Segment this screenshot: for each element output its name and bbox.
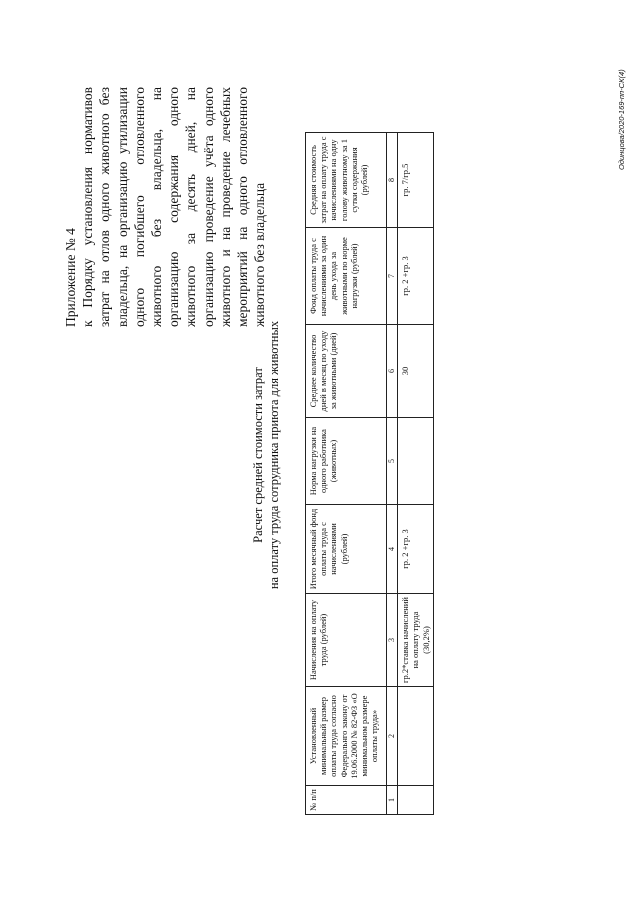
cost-table bbox=[305, 132, 434, 815]
heading-line-2: на оплату труда сотрудника приюта для животных bbox=[267, 320, 281, 590]
header-row bbox=[306, 133, 387, 815]
column-number: 3 bbox=[387, 594, 398, 687]
column-number: 4 bbox=[387, 505, 398, 594]
appendix-title: Приложение № 4 bbox=[63, 228, 78, 327]
data-cell: гр. 2 +гр. 3 bbox=[398, 228, 434, 325]
data-cell: гр.2*ставка начислений на оплату труда (30,2%) bbox=[398, 594, 434, 687]
data-cell: гр. 7/гр.5 bbox=[398, 133, 434, 228]
header-cell: Среднее количество дней в месяц по уходу за животными (дней) bbox=[306, 325, 387, 418]
column-number-row bbox=[387, 133, 398, 815]
header-cell: Средняя стоимость затрат на оплату труда с начислениями на одну голову животному за 1 сутки содержания (рублей) bbox=[306, 133, 387, 228]
data-row bbox=[398, 133, 434, 815]
column-number: 6 bbox=[387, 325, 398, 418]
header-cell: Фонд оплаты труда с начислениями за один день ухода за животными по норме нагрузки (рублей) bbox=[306, 228, 387, 325]
column-number: 7 bbox=[387, 228, 398, 325]
data-cell bbox=[398, 418, 434, 505]
header-cell: Установленный минимальный размер оплаты труда согласно Федеральнго закону от 19.06.2000 № 82-ФЗ «О минимальном размере оплаты труда» bbox=[306, 687, 387, 786]
data-cell: 30 bbox=[398, 325, 434, 418]
data-cell bbox=[398, 786, 434, 815]
column-number: 2 bbox=[387, 687, 398, 786]
header-cell: Норма нагрузки на одного работника (животных) bbox=[306, 418, 387, 505]
column-number: 1 bbox=[387, 786, 398, 815]
data-cell: гр. 2 +гр. 3 bbox=[398, 505, 434, 594]
document-heading bbox=[250, 205, 282, 705]
footer-reference: Одинцова/2020-169-пп-СК(4) bbox=[617, 69, 626, 170]
column-number: 5 bbox=[387, 418, 398, 505]
appendix-block bbox=[62, 87, 268, 327]
heading-line-1: Расчет средней стоимости затрат bbox=[251, 367, 265, 543]
header-cell: Итого месячный фонд оплаты труда с начислениями (рублей) bbox=[306, 505, 387, 594]
data-cell bbox=[398, 687, 434, 786]
column-number: 8 bbox=[387, 133, 398, 228]
header-cell: Начисления на оплату труда (рублей) bbox=[306, 594, 387, 687]
header-cell: № п/п bbox=[306, 786, 387, 815]
appendix-text: к Порядку установления нормативов затрат на отлов одного животного без владельца, на организацию утилизации одного погибшего отловленного животного без владельца, на организацию содержания одного животного за десять дней, на организацию проведение учёта одного животного и на проведение лечебных мероприятий на одного отловленного животного без владельца bbox=[80, 87, 268, 327]
